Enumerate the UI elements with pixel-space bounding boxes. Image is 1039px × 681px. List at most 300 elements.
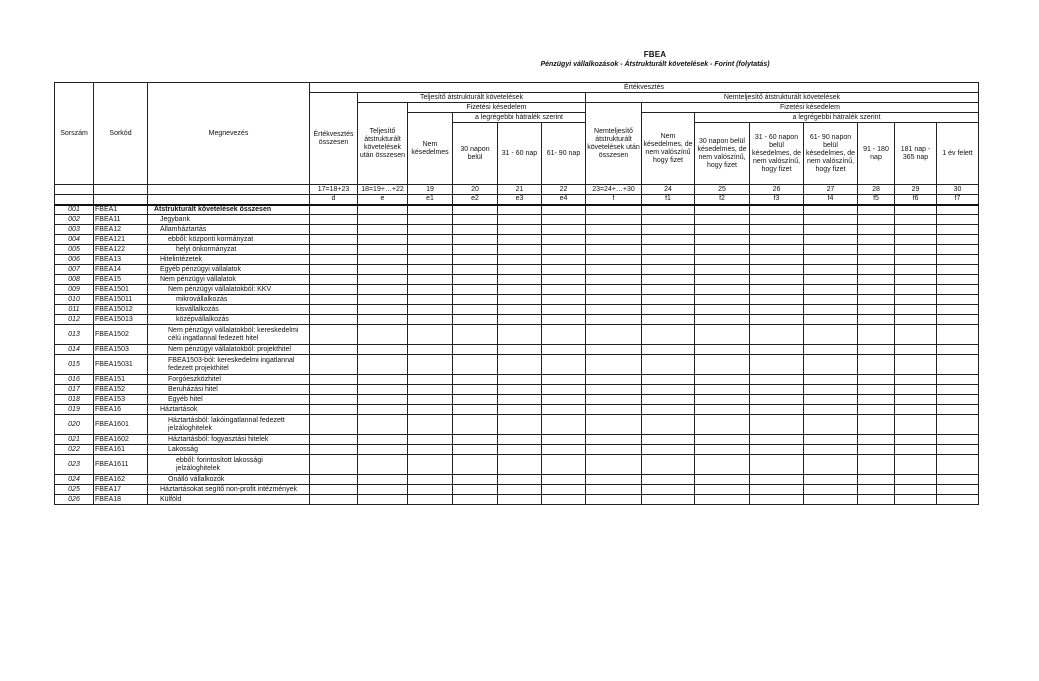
value-cell[interactable] [858, 395, 895, 405]
value-cell[interactable] [453, 285, 498, 295]
value-cell[interactable] [498, 375, 542, 385]
value-cell[interactable] [586, 325, 642, 345]
value-cell[interactable] [408, 285, 453, 295]
value-cell[interactable] [895, 485, 937, 495]
value-cell[interactable] [858, 445, 895, 455]
value-cell[interactable] [642, 275, 695, 285]
value-cell[interactable] [586, 345, 642, 355]
value-cell[interactable] [310, 375, 358, 385]
value-cell[interactable] [937, 345, 979, 355]
value-cell[interactable] [453, 355, 498, 375]
value-cell[interactable] [498, 455, 542, 475]
value-cell[interactable] [498, 475, 542, 485]
value-cell[interactable] [895, 245, 937, 255]
value-cell[interactable] [895, 325, 937, 345]
value-cell[interactable] [542, 375, 586, 385]
value-cell[interactable] [408, 305, 453, 315]
value-cell[interactable] [358, 415, 408, 435]
value-cell[interactable] [937, 455, 979, 475]
value-cell[interactable] [895, 385, 937, 395]
value-cell[interactable] [542, 245, 586, 255]
value-cell[interactable] [804, 315, 858, 325]
value-cell[interactable] [804, 225, 858, 235]
value-cell[interactable] [937, 385, 979, 395]
value-cell[interactable] [586, 295, 642, 305]
value-cell[interactable] [695, 485, 750, 495]
value-cell[interactable] [895, 275, 937, 285]
value-cell[interactable] [310, 285, 358, 295]
value-cell[interactable] [586, 495, 642, 505]
value-cell[interactable] [542, 455, 586, 475]
value-cell[interactable] [586, 305, 642, 315]
value-cell[interactable] [895, 215, 937, 225]
value-cell[interactable] [586, 205, 642, 215]
value-cell[interactable] [858, 305, 895, 315]
value-cell[interactable] [498, 225, 542, 235]
value-cell[interactable] [858, 355, 895, 375]
value-cell[interactable] [358, 475, 408, 485]
value-cell[interactable] [498, 205, 542, 215]
value-cell[interactable] [408, 225, 453, 235]
value-cell[interactable] [542, 475, 586, 485]
value-cell[interactable] [937, 255, 979, 265]
value-cell[interactable] [542, 355, 586, 375]
value-cell[interactable] [498, 345, 542, 355]
value-cell[interactable] [804, 235, 858, 245]
value-cell[interactable] [642, 445, 695, 455]
value-cell[interactable] [750, 205, 804, 215]
value-cell[interactable] [498, 315, 542, 325]
value-cell[interactable] [750, 275, 804, 285]
value-cell[interactable] [542, 445, 586, 455]
value-cell[interactable] [695, 435, 750, 445]
value-cell[interactable] [498, 385, 542, 395]
value-cell[interactable] [804, 205, 858, 215]
value-cell[interactable] [310, 485, 358, 495]
value-cell[interactable] [642, 215, 695, 225]
value-cell[interactable] [895, 205, 937, 215]
value-cell[interactable] [542, 495, 586, 505]
value-cell[interactable] [895, 265, 937, 275]
value-cell[interactable] [310, 415, 358, 435]
value-cell[interactable] [408, 345, 453, 355]
value-cell[interactable] [408, 395, 453, 405]
value-cell[interactable] [895, 445, 937, 455]
value-cell[interactable] [408, 245, 453, 255]
value-cell[interactable] [858, 235, 895, 245]
value-cell[interactable] [804, 245, 858, 255]
value-cell[interactable] [858, 475, 895, 485]
value-cell[interactable] [542, 295, 586, 305]
value-cell[interactable] [695, 265, 750, 275]
value-cell[interactable] [358, 325, 408, 345]
value-cell[interactable] [695, 355, 750, 375]
value-cell[interactable] [937, 355, 979, 375]
value-cell[interactable] [750, 225, 804, 235]
value-cell[interactable] [310, 435, 358, 445]
value-cell[interactable] [586, 285, 642, 295]
value-cell[interactable] [695, 445, 750, 455]
value-cell[interactable] [358, 405, 408, 415]
value-cell[interactable] [453, 265, 498, 275]
value-cell[interactable] [453, 375, 498, 385]
value-cell[interactable] [642, 285, 695, 295]
value-cell[interactable] [586, 315, 642, 325]
value-cell[interactable] [542, 305, 586, 315]
value-cell[interactable] [858, 415, 895, 435]
value-cell[interactable] [358, 245, 408, 255]
value-cell[interactable] [895, 255, 937, 265]
value-cell[interactable] [310, 385, 358, 395]
value-cell[interactable] [586, 385, 642, 395]
value-cell[interactable] [408, 455, 453, 475]
value-cell[interactable] [750, 305, 804, 315]
value-cell[interactable] [695, 405, 750, 415]
value-cell[interactable] [542, 405, 586, 415]
value-cell[interactable] [542, 275, 586, 285]
value-cell[interactable] [937, 265, 979, 275]
value-cell[interactable] [858, 325, 895, 345]
value-cell[interactable] [695, 275, 750, 285]
value-cell[interactable] [895, 355, 937, 375]
value-cell[interactable] [750, 215, 804, 225]
value-cell[interactable] [498, 485, 542, 495]
value-cell[interactable] [895, 285, 937, 295]
value-cell[interactable] [804, 295, 858, 305]
value-cell[interactable] [586, 355, 642, 375]
value-cell[interactable] [750, 395, 804, 405]
value-cell[interactable] [858, 315, 895, 325]
value-cell[interactable] [695, 225, 750, 235]
value-cell[interactable] [408, 265, 453, 275]
value-cell[interactable] [310, 305, 358, 315]
value-cell[interactable] [858, 275, 895, 285]
value-cell[interactable] [408, 205, 453, 215]
value-cell[interactable] [750, 475, 804, 485]
value-cell[interactable] [750, 375, 804, 385]
value-cell[interactable] [695, 385, 750, 395]
value-cell[interactable] [310, 495, 358, 505]
value-cell[interactable] [358, 445, 408, 455]
value-cell[interactable] [586, 435, 642, 445]
value-cell[interactable] [358, 315, 408, 325]
value-cell[interactable] [358, 435, 408, 445]
value-cell[interactable] [642, 255, 695, 265]
value-cell[interactable] [586, 245, 642, 255]
value-cell[interactable] [804, 375, 858, 385]
value-cell[interactable] [804, 325, 858, 345]
value-cell[interactable] [804, 275, 858, 285]
value-cell[interactable] [804, 495, 858, 505]
value-cell[interactable] [408, 485, 453, 495]
value-cell[interactable] [750, 245, 804, 255]
value-cell[interactable] [858, 245, 895, 255]
value-cell[interactable] [408, 495, 453, 505]
value-cell[interactable] [498, 255, 542, 265]
value-cell[interactable] [895, 455, 937, 475]
value-cell[interactable] [642, 325, 695, 345]
value-cell[interactable] [310, 315, 358, 325]
value-cell[interactable] [804, 415, 858, 435]
value-cell[interactable] [858, 215, 895, 225]
value-cell[interactable] [453, 395, 498, 405]
value-cell[interactable] [408, 375, 453, 385]
value-cell[interactable] [542, 215, 586, 225]
value-cell[interactable] [804, 485, 858, 495]
value-cell[interactable] [750, 495, 804, 505]
value-cell[interactable] [804, 345, 858, 355]
value-cell[interactable] [453, 475, 498, 485]
value-cell[interactable] [310, 275, 358, 285]
value-cell[interactable] [858, 285, 895, 295]
value-cell[interactable] [937, 295, 979, 305]
value-cell[interactable] [542, 225, 586, 235]
value-cell[interactable] [310, 205, 358, 215]
value-cell[interactable] [895, 305, 937, 315]
value-cell[interactable] [498, 325, 542, 345]
value-cell[interactable] [453, 445, 498, 455]
value-cell[interactable] [358, 355, 408, 375]
value-cell[interactable] [695, 235, 750, 245]
value-cell[interactable] [804, 265, 858, 275]
value-cell[interactable] [408, 475, 453, 485]
value-cell[interactable] [937, 325, 979, 345]
value-cell[interactable] [453, 485, 498, 495]
value-cell[interactable] [498, 275, 542, 285]
value-cell[interactable] [642, 235, 695, 245]
value-cell[interactable] [498, 245, 542, 255]
value-cell[interactable] [695, 415, 750, 435]
value-cell[interactable] [542, 325, 586, 345]
value-cell[interactable] [937, 405, 979, 415]
value-cell[interactable] [453, 325, 498, 345]
value-cell[interactable] [937, 485, 979, 495]
value-cell[interactable] [695, 395, 750, 405]
value-cell[interactable] [542, 235, 586, 245]
value-cell[interactable] [358, 205, 408, 215]
value-cell[interactable] [542, 415, 586, 435]
value-cell[interactable] [586, 395, 642, 405]
value-cell[interactable] [858, 385, 895, 395]
value-cell[interactable] [453, 415, 498, 435]
value-cell[interactable] [586, 475, 642, 485]
value-cell[interactable] [358, 495, 408, 505]
value-cell[interactable] [937, 375, 979, 385]
value-cell[interactable] [586, 485, 642, 495]
value-cell[interactable] [453, 315, 498, 325]
value-cell[interactable] [408, 435, 453, 445]
value-cell[interactable] [858, 295, 895, 305]
value-cell[interactable] [695, 495, 750, 505]
value-cell[interactable] [358, 225, 408, 235]
value-cell[interactable] [358, 235, 408, 245]
value-cell[interactable] [310, 345, 358, 355]
value-cell[interactable] [642, 385, 695, 395]
value-cell[interactable] [750, 455, 804, 475]
value-cell[interactable] [937, 395, 979, 405]
value-cell[interactable] [453, 235, 498, 245]
value-cell[interactable] [750, 445, 804, 455]
value-cell[interactable] [804, 255, 858, 265]
value-cell[interactable] [358, 345, 408, 355]
value-cell[interactable] [586, 375, 642, 385]
value-cell[interactable] [358, 485, 408, 495]
value-cell[interactable] [408, 405, 453, 415]
value-cell[interactable] [358, 255, 408, 265]
value-cell[interactable] [642, 205, 695, 215]
value-cell[interactable] [586, 235, 642, 245]
value-cell[interactable] [695, 475, 750, 485]
value-cell[interactable] [358, 265, 408, 275]
value-cell[interactable] [750, 235, 804, 245]
value-cell[interactable] [895, 315, 937, 325]
value-cell[interactable] [498, 405, 542, 415]
value-cell[interactable] [453, 225, 498, 235]
value-cell[interactable] [310, 265, 358, 275]
value-cell[interactable] [642, 355, 695, 375]
value-cell[interactable] [750, 405, 804, 415]
value-cell[interactable] [642, 315, 695, 325]
value-cell[interactable] [586, 445, 642, 455]
value-cell[interactable] [358, 295, 408, 305]
value-cell[interactable] [542, 285, 586, 295]
value-cell[interactable] [804, 215, 858, 225]
value-cell[interactable] [453, 345, 498, 355]
value-cell[interactable] [858, 205, 895, 215]
value-cell[interactable] [542, 255, 586, 265]
value-cell[interactable] [804, 305, 858, 315]
value-cell[interactable] [695, 345, 750, 355]
value-cell[interactable] [453, 435, 498, 445]
value-cell[interactable] [642, 485, 695, 495]
value-cell[interactable] [937, 445, 979, 455]
value-cell[interactable] [310, 215, 358, 225]
value-cell[interactable] [453, 405, 498, 415]
value-cell[interactable] [358, 305, 408, 315]
value-cell[interactable] [937, 285, 979, 295]
value-cell[interactable] [750, 415, 804, 435]
value-cell[interactable] [695, 325, 750, 345]
value-cell[interactable] [895, 435, 937, 445]
value-cell[interactable] [642, 345, 695, 355]
value-cell[interactable] [804, 385, 858, 395]
value-cell[interactable] [358, 285, 408, 295]
value-cell[interactable] [498, 395, 542, 405]
value-cell[interactable] [750, 385, 804, 395]
value-cell[interactable] [408, 295, 453, 305]
value-cell[interactable] [310, 405, 358, 415]
value-cell[interactable] [310, 445, 358, 455]
value-cell[interactable] [542, 265, 586, 275]
value-cell[interactable] [642, 375, 695, 385]
value-cell[interactable] [804, 395, 858, 405]
value-cell[interactable] [408, 445, 453, 455]
value-cell[interactable] [408, 215, 453, 225]
value-cell[interactable] [408, 275, 453, 285]
value-cell[interactable] [358, 215, 408, 225]
value-cell[interactable] [642, 455, 695, 475]
value-cell[interactable] [695, 205, 750, 215]
value-cell[interactable] [750, 485, 804, 495]
value-cell[interactable] [310, 255, 358, 265]
value-cell[interactable] [895, 295, 937, 305]
value-cell[interactable] [358, 275, 408, 285]
value-cell[interactable] [937, 315, 979, 325]
value-cell[interactable] [750, 355, 804, 375]
value-cell[interactable] [858, 495, 895, 505]
value-cell[interactable] [542, 385, 586, 395]
value-cell[interactable] [408, 355, 453, 375]
value-cell[interactable] [310, 355, 358, 375]
value-cell[interactable] [310, 235, 358, 245]
value-cell[interactable] [453, 205, 498, 215]
value-cell[interactable] [804, 435, 858, 445]
value-cell[interactable] [937, 205, 979, 215]
value-cell[interactable] [642, 495, 695, 505]
value-cell[interactable] [642, 225, 695, 235]
value-cell[interactable] [858, 265, 895, 275]
value-cell[interactable] [453, 245, 498, 255]
value-cell[interactable] [695, 315, 750, 325]
value-cell[interactable] [695, 215, 750, 225]
value-cell[interactable] [858, 255, 895, 265]
value-cell[interactable] [498, 295, 542, 305]
value-cell[interactable] [408, 325, 453, 345]
value-cell[interactable] [453, 295, 498, 305]
value-cell[interactable] [586, 215, 642, 225]
value-cell[interactable] [358, 455, 408, 475]
value-cell[interactable] [586, 405, 642, 415]
value-cell[interactable] [310, 295, 358, 305]
value-cell[interactable] [453, 275, 498, 285]
value-cell[interactable] [858, 375, 895, 385]
value-cell[interactable] [804, 475, 858, 485]
value-cell[interactable] [586, 275, 642, 285]
value-cell[interactable] [408, 315, 453, 325]
value-cell[interactable] [642, 475, 695, 485]
value-cell[interactable] [310, 225, 358, 235]
value-cell[interactable] [310, 475, 358, 485]
value-cell[interactable] [642, 245, 695, 255]
value-cell[interactable] [804, 445, 858, 455]
value-cell[interactable] [310, 455, 358, 475]
value-cell[interactable] [937, 225, 979, 235]
value-cell[interactable] [804, 405, 858, 415]
value-cell[interactable] [358, 395, 408, 405]
value-cell[interactable] [310, 395, 358, 405]
value-cell[interactable] [408, 235, 453, 245]
value-cell[interactable] [642, 305, 695, 315]
value-cell[interactable] [858, 455, 895, 475]
value-cell[interactable] [542, 205, 586, 215]
value-cell[interactable] [358, 385, 408, 395]
value-cell[interactable] [586, 255, 642, 265]
value-cell[interactable] [310, 325, 358, 345]
value-cell[interactable] [750, 435, 804, 445]
value-cell[interactable] [408, 415, 453, 435]
value-cell[interactable] [642, 435, 695, 445]
value-cell[interactable] [542, 485, 586, 495]
value-cell[interactable] [498, 415, 542, 435]
value-cell[interactable] [750, 315, 804, 325]
value-cell[interactable] [858, 485, 895, 495]
value-cell[interactable] [804, 285, 858, 295]
value-cell[interactable] [937, 475, 979, 485]
value-cell[interactable] [695, 255, 750, 265]
value-cell[interactable] [895, 235, 937, 245]
value-cell[interactable] [804, 455, 858, 475]
value-cell[interactable] [750, 255, 804, 265]
